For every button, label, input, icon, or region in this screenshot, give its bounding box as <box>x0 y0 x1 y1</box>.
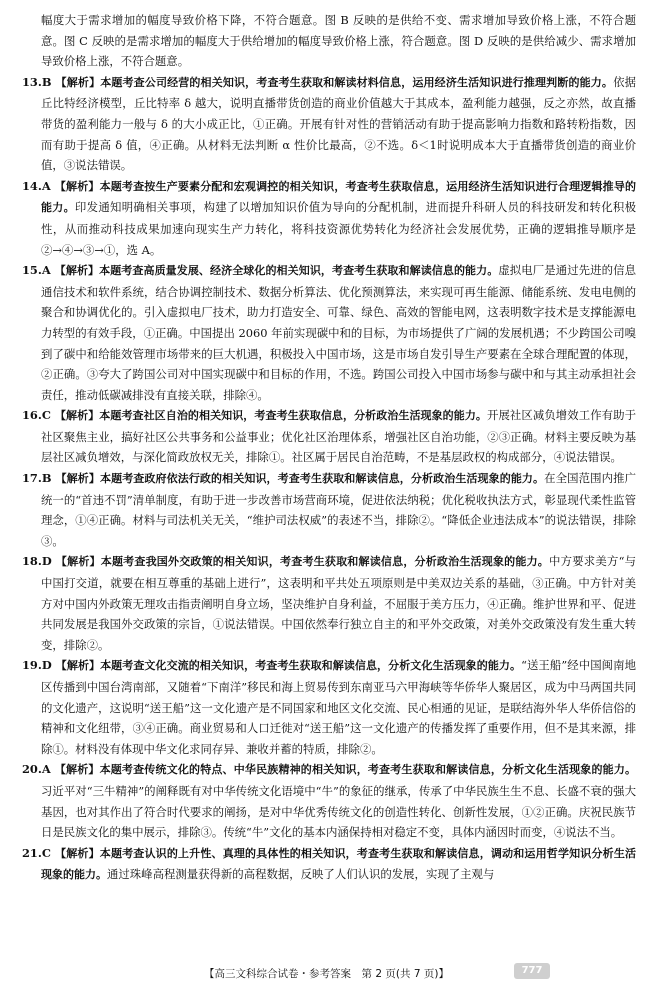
item-number: 15. <box>22 263 42 278</box>
item-number: 14. <box>22 178 42 193</box>
item-answer: D <box>41 658 52 673</box>
item-tag: 【解析】 <box>55 472 100 486</box>
item-lead: 本题考查传统文化的特点、中华民族精神的相关知识，考查考生获取和解读信息，分析文化生活现象的能力。 <box>99 763 637 777</box>
item-answer: D <box>41 554 52 569</box>
item-answer: C <box>41 408 51 423</box>
item-tag: 【解析】 <box>54 846 100 860</box>
answer-item <box>22 843 636 886</box>
answer-item <box>22 551 636 655</box>
answer-item <box>22 260 636 405</box>
item-tag: 【解析】 <box>54 179 100 193</box>
item-body: 虚拟电厂是通过先进的信息通信技术和软件系统，结合协调控制技术、数据分析算法、优化预测算法，来实现可再生能源、储能系统、发电电侧的聚合和协调优化的。引入虚拟电厂技术，助力打造安全、可靠、绿色、高效的智能电网，这表明数字技术是支撑能源电力转型的有效手段，①正确。中国提出 2060 年前实现碳中和的目标，为市场提供了广阔的发展机遇；不少跨国公司嗅到了碳中和给能效管理市场带来的巨大机遇，积极投入中国市场，这是市场自发引导生产要素在全球合理配置的体现，②正确。③夸大了跨国公司对中国实现碳中和目标的作用，不选。跨国公司投入中国市场参与碳中和与其主动承担社会责任，推动低碳减排没有直接关联，排除④。 <box>41 263 636 402</box>
item-answer: B <box>41 74 52 89</box>
item-number: 19. <box>22 658 42 673</box>
item-lead: 本题考查文化交流的相关知识，考查考生获取和解读信息，分析文化生活现象的能力。 <box>100 659 522 673</box>
answer-item <box>22 759 636 842</box>
item-answer: A <box>41 263 51 278</box>
item-answer: A <box>41 762 51 777</box>
footer-text: 【高三文科综合试卷・参考答案 第 2 页(共 7 页)】 <box>204 968 449 980</box>
item-lead: 本题考查按生产要素分配和宏观调控的相关知识，考查考生获取信息，运用经济生活知识进行合理逻辑推导的能力。 <box>41 179 637 215</box>
answer-page <box>22 10 636 886</box>
item-lead: 本题考查高质量发展、经济全球化的相关知识，考查考生获取和解读信息的能力。 <box>99 264 499 278</box>
item-tag: 【解析】 <box>55 659 101 673</box>
item-lead: 本题考查认识的上升性、真理的具体性的相关知识，考查考生获取和解读信息，调动和运用哲学知识分析生活现象的能力。 <box>41 846 636 882</box>
item-body: 中方要求美方“与中国打交道，就要在相互尊重的基础上进行”，这表明和平共处五项原则是中美双边关系的基础，③正确。中方针对美方对中国内外政策无理攻击指责阐明自身立场，坚决维护自身利益，不屈服于美方压力，④正确。维护世界和平、促进共同发展是我国外交政策的宗旨，①说法错误。中国依然奉行独立自主的和平外交政策，对美外交政策没有发生重大转变，排除②。 <box>41 554 637 652</box>
page-badge: 777 <box>514 963 550 979</box>
item-number: 16. <box>22 408 42 423</box>
item-answer: A <box>41 178 51 193</box>
item-body: 依据丘比特经济模型，丘比特率 δ 越大，说明直播带货创造的商业价值越大于其成本，盈利能力越强，反之亦然，故直播带货的盈利能力一般与 δ 的大小成正比，①正确。开展有针对性的营销活动有助于提高影响力指数和路转粉指数，因而有助于提高 δ 值，④正确。从材料无法判断 α 性价比最高，②不选。δ＜1时说明成本大于直播带货创造的商业价值，③说法错误。 <box>41 74 636 173</box>
item-lead: 本题考查公司经营的相关知识，考查考生获取和解读材料信息，运用经济生活知识进行推理判断的能力。 <box>100 75 614 89</box>
intro-paragraph: 幅度大于需求增加的幅度导致价格下降，不符合题意。图 B 反映的是供给不变、需求增加导致价格上涨，不符合题意。图 C 反映的是需求增加的幅度大于供给增加的幅度导致价格上涨，符合题意。图 D 反映的是供给减少、需求增加导致价格上涨，不符合题意。 <box>41 13 636 69</box>
item-lead: 本题考查我国外交政策的相关知识，考查考生获取和解读信息，分析政治生活现象的能力。 <box>100 555 549 569</box>
item-body: 通过珠峰高程测量获得新的高程数据，反映了人们认识的发展，实现了主观与 <box>107 867 495 882</box>
item-body: 习近平对“三牛精神”的阐释既有对中华传统文化语境中“牛”的象征的继承，传承了中华民族生生不息、长盛不衰的强大基因，也对其作出了符合时代要求的阐扬，是对中华优秀传统文化的创造性转化、创新性发展，①②正确。庆祝民族节日是民族文化的集中展示，排除③。传统“牛”文化的基本内涵保持相对稳定不变，具体内涵因时而变，④说法不当。 <box>41 783 636 840</box>
item-answer: C <box>41 845 51 860</box>
page-footer <box>0 966 653 981</box>
item-number: 20. <box>22 762 42 777</box>
answer-items <box>22 72 636 886</box>
item-number: 13. <box>22 74 42 89</box>
item-tag: 【解析】 <box>54 409 100 423</box>
answer-item <box>22 176 636 260</box>
item-number: 18. <box>22 554 42 569</box>
answer-item <box>22 655 636 759</box>
item-body: 开展社区减负增效工作有助于社区聚焦主业，搞好社区公共事务和公益事业；优化社区治理体系，增强社区自治功能，②③正确。材料主要反映为基层社区减负增效，与深化简政放权无关，排除①。社区属于居民自治范畴，不是基层政权的构成部分，④说法错误。 <box>41 408 637 465</box>
item-tag: 【解析】 <box>55 75 101 89</box>
answer-item <box>22 72 636 176</box>
item-body: 印发通知明确相关事项，构建了以增加知识价值为导向的分配机制，进而提升科研人员的科技研发和转化积极性，从而推动科技成果加速向现实生产力转化，将科技资源优势转化为经济社会发展优势，正确的逻辑推导顺序是②→④→③→①，选 A。 <box>41 200 636 257</box>
item-number: 21. <box>22 845 42 860</box>
item-lead: 本题考查政府依法行政的相关知识，考查考生获取和解读信息，分析政治生活现象的能力。 <box>100 472 545 486</box>
item-lead: 本题考查社区自治的相关知识，考查考生获取信息，分析政治生活现象的能力。 <box>99 409 487 423</box>
item-number: 17. <box>22 471 42 486</box>
answer-item <box>22 405 636 468</box>
item-body: 在全国范围内推广统一的“首违不罚”清单制度，有助于进一步改善市场营商环境，促进依法纳税；优化税收执法方式，彰显现代柔性监管理念，①④正确。材料与司法机关无关，“维护司法权威”的表述不当，排除②。“降低企业违法成本”的说法错误，排除③。 <box>41 471 637 548</box>
item-tag: 【解析】 <box>54 763 100 777</box>
item-tag: 【解析】 <box>55 555 101 569</box>
item-answer: B <box>41 471 52 486</box>
item-body: “送王船”经中国闽南地区传播到中国台湾南部，又随着“下南洋”移民和海上贸易传到东南亚马六甲海峡等华侨华人聚居区，成为中马两国共同的文化遗产，这说明“送王船”这一文化遗产是不同国家和地区文化交流、民心相通的见证，是联结海外华人华侨信俗的精神和文化纽带，③④正确。商业贸易和人口迁徙对“送王船”这一文化遗产的传播发挥了重要作用，但不是其来源，排除①。材料没有体现中华文化求同存异、兼收并蓄的特质，排除②。 <box>41 658 637 756</box>
item-tag: 【解析】 <box>54 264 100 278</box>
answer-item <box>22 468 636 551</box>
